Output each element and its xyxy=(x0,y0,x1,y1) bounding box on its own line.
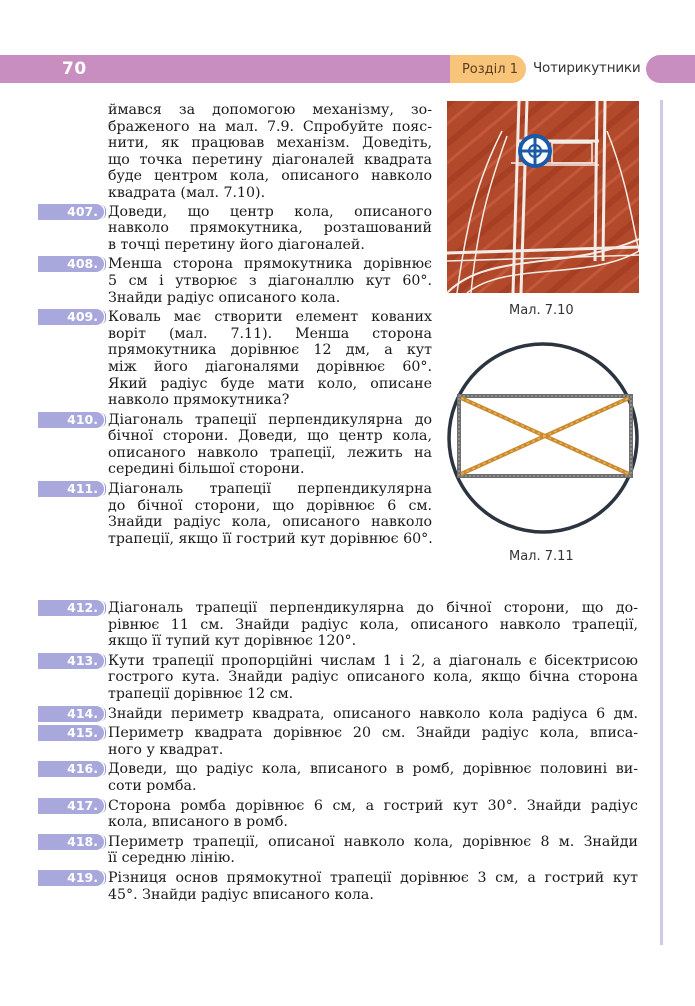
text-line: між його діагоналями дорівнює 60°. xyxy=(108,358,432,375)
text-line: Діагональ трапеції перпендикулярна xyxy=(108,481,432,498)
problem-417 xyxy=(67,797,638,831)
chapter-title: Чотирикутники xyxy=(533,60,641,76)
text-line: нити, як працював механізм. Доведіть, xyxy=(108,135,432,152)
problem-409 xyxy=(67,309,432,409)
figure-7-10-caption: Мал. 7.10 xyxy=(509,303,574,318)
problem-number-badge: 411. xyxy=(38,481,104,497)
problem-number-badge: 413. xyxy=(38,653,104,669)
text-line: в точці перетину його діагоналей. xyxy=(108,236,365,253)
problem-407 xyxy=(67,203,432,254)
text-line: Сторона ромба дорівнює 6 см, а гострий кут 30°. Знайди радіус xyxy=(108,797,638,814)
figure-7-11 xyxy=(445,338,650,543)
text-line: якщо її тупий кут дорівнює 120°. xyxy=(108,633,357,650)
mine-schematic-illustration xyxy=(447,101,639,293)
text-line: соти ромба. xyxy=(108,777,197,794)
text-line: ного у квадрат. xyxy=(108,741,224,758)
problem-418 xyxy=(67,833,638,867)
text-line: трапеції дорівнює 12 см. xyxy=(108,685,294,702)
problem-413 xyxy=(67,652,638,703)
text-line: браженого на мал. 7.9. Спробуйте пояс- xyxy=(108,118,432,135)
problem-number-badge: 409. xyxy=(38,309,104,325)
text-line: Кути трапеції пропорційні числам 1 і 2, а діагональ є бісектрисою xyxy=(108,652,638,669)
text-line: описаного навколо трапеції, лежить на xyxy=(108,444,432,461)
text-line: Периметр трапеції, описаної навколо кола, дорівнює 8 м. Знайди xyxy=(108,833,638,850)
problem-number-badge: 410. xyxy=(38,412,104,428)
text-line: що точка перетину діагоналей квадрата xyxy=(108,151,432,168)
problem-419 xyxy=(67,869,638,903)
problem-number-badge: 419. xyxy=(38,870,104,886)
wide-text-column xyxy=(67,600,638,903)
text-line: Знайди радіус кола, описаного навколо xyxy=(108,514,432,531)
problem-number-badge: 412. xyxy=(38,600,104,616)
margin-line xyxy=(660,100,663,945)
text-line: Діагональ трапеції перпендикулярна до бічної сторони, що до- xyxy=(108,600,638,616)
text-line: навколо прямокутника? xyxy=(108,392,290,409)
problem-414 xyxy=(67,705,638,723)
page-number: 70 xyxy=(62,59,87,79)
problem-410 xyxy=(67,411,432,478)
text-line: Знайди радіус описаного кола. xyxy=(108,289,341,306)
text-line: буде центром кола, описаного навколо xyxy=(108,168,432,185)
problem-415 xyxy=(67,725,638,758)
figure-7-10 xyxy=(447,101,639,293)
text-line: бічної сторони. Доведи, що центр кола, xyxy=(108,428,432,445)
text-line: 45°. Знайди радіус вписаного кола. xyxy=(108,886,374,903)
text-line: трапеції, якщо її гострий кут дорівнює 60°. xyxy=(108,530,433,547)
problem-408 xyxy=(67,256,432,306)
text-line: навколо прямокутника, розташований xyxy=(108,220,432,237)
text-line: кола, вписаного в ромб. xyxy=(108,814,288,831)
section-chip xyxy=(450,55,526,83)
text-line: ймався за допомогою механізму, зо- xyxy=(108,102,432,118)
problem-number-badge: 416. xyxy=(38,761,104,777)
intro-paragraph xyxy=(108,102,432,202)
problem-411 xyxy=(67,481,433,547)
text-line: рівнює 11 см. Знайди радіус кола, описаного навколо трапеції, xyxy=(108,616,638,633)
text-line: Коваль має створити елемент кованих xyxy=(108,309,432,326)
figure-7-11-caption: Мал. 7.11 xyxy=(509,549,574,564)
problem-number-badge: 408. xyxy=(38,256,104,272)
problem-412 xyxy=(67,600,638,650)
problem-number-badge: 415. xyxy=(38,725,104,741)
text-line: гострого кута. Знайди радіус описаного кола, якщо бічна сторона xyxy=(108,669,638,686)
text-line: Різниця основ прямокутної трапеції дорівнює 3 см, а гострий кут xyxy=(108,869,638,886)
narrow-text-column xyxy=(67,102,433,547)
gate-element-illustration xyxy=(445,338,650,543)
text-line: 5 см і утворює з діагоналлю кут 60°. xyxy=(108,272,432,289)
header-tail-decoration xyxy=(646,55,695,83)
text-line: до бічної сторони, що дорівнює 6 см. xyxy=(108,497,432,514)
text-line: її середню лінію. xyxy=(108,850,235,867)
text-line: Який радіус буде мати коло, описане xyxy=(108,375,432,392)
text-line: Діагональ трапеції перпендикулярна до xyxy=(108,411,432,428)
problem-number-badge: 407. xyxy=(38,204,104,220)
problem-number-badge: 418. xyxy=(38,834,104,850)
text-line: Доведи, що радіус кола, вписаного в ромб, дорівнює половині ви- xyxy=(108,761,638,778)
text-line: воріт (мал. 7.11). Менша сторона xyxy=(108,325,432,342)
text-line: Периметр квадрата дорівнює 20 см. Знайди радіус кола, вписа- xyxy=(108,725,638,742)
section-label: Розділ 1 xyxy=(461,61,518,77)
problem-number-badge: 417. xyxy=(38,798,104,814)
problem-number-badge: 414. xyxy=(38,706,104,722)
problem-416 xyxy=(67,761,638,794)
text-line: Доведи, що центр кола, описаного xyxy=(108,203,432,220)
text-line: Менша сторона прямокутника дорівнює xyxy=(108,256,432,273)
text-line: прямокутника дорівнює 12 дм, а кут xyxy=(108,342,432,359)
text-line: Знайди периметр квадрата, описаного навколо кола радіуса 6 дм. xyxy=(108,705,638,722)
text-line: квадрата (мал. 7.10). xyxy=(108,184,266,201)
text-line: середині більшої сторони. xyxy=(108,461,305,478)
